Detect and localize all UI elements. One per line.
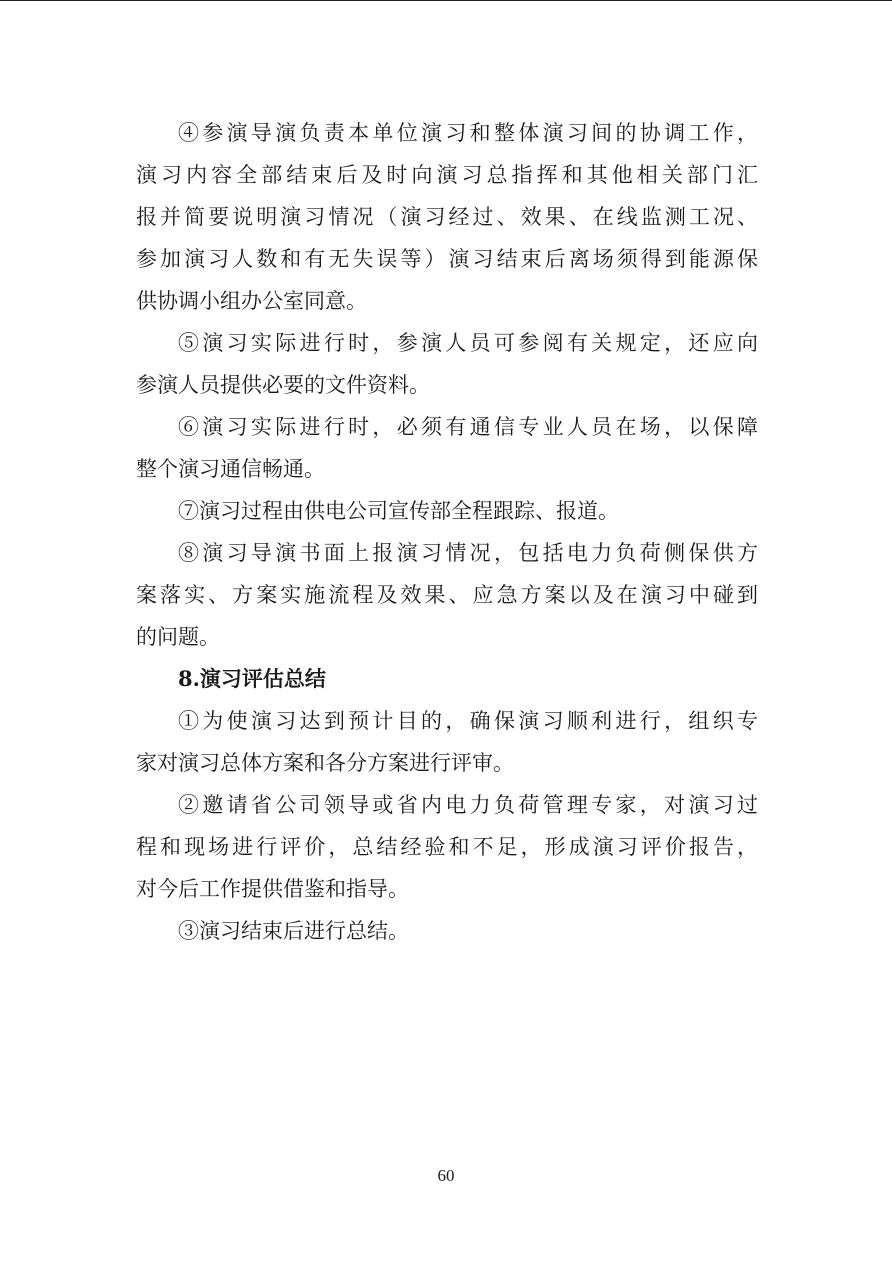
text-line: ②邀请省公司领导或省内电力负荷管理专家，对演习过 — [178, 793, 758, 817]
paragraph-item-5 — [136, 322, 758, 406]
text-line: 演习内容全部结束后及时向演习总指挥和其他相关部门汇 — [136, 163, 758, 187]
text-line: 参演人员提供必要的文件资料。 — [136, 373, 430, 397]
paragraph-item-6 — [136, 406, 758, 490]
paragraph-item-7 — [136, 490, 758, 532]
text-line: ⑤演习实际进行时，参演人员可参阅有关规定，还应向 — [178, 331, 758, 355]
paragraph-item-4 — [136, 112, 758, 322]
text-line: 案落实、方案实施流程及效果、应急方案以及在演习中碰到 — [136, 583, 758, 607]
text-line: 对今后工作提供借鉴和指导。 — [136, 877, 409, 901]
section-paragraph-1 — [136, 700, 758, 784]
text-line: 家对演习总体方案和各分方案进行评审。 — [136, 751, 514, 775]
text-line: 报并简要说明演习情况（演习经过、效果、在线监测工况、 — [136, 205, 758, 229]
text-line: 参加演习人数和有无失误等）演习结束后离场须得到能源保 — [136, 247, 758, 271]
text-line: ⑥演习实际进行时，必须有通信专业人员在场，以保障 — [178, 415, 758, 439]
section-paragraph-2 — [136, 784, 758, 910]
text-line: 整个演习通信畅通。 — [136, 457, 325, 481]
document-body — [136, 112, 758, 952]
text-line: 供协调小组办公室同意。 — [136, 289, 367, 313]
section-heading: 8.演习评估总结 — [178, 666, 326, 691]
text-line: ⑦演习过程由供电公司宣传部全程跟踪、报道。 — [178, 499, 619, 523]
text-line: 程和现场进行评价，总结经验和不足，形成演习评价报告， — [136, 835, 758, 859]
page-number: 60 — [437, 1166, 455, 1185]
text-line: 的问题。 — [136, 625, 220, 649]
text-line: ⑧演习导演书面上报演习情况，包括电力负荷侧保供方 — [178, 541, 758, 565]
text-line: ④参演导演负责本单位演习和整体演习间的协调工作， — [178, 121, 758, 145]
paragraph-item-8 — [136, 532, 758, 658]
text-line: ①为使演习达到预计目的，确保演习顺利进行，组织专 — [178, 709, 758, 733]
top-border-line — [0, 0, 892, 1]
section-paragraph-3 — [136, 910, 758, 952]
text-line: ③演习结束后进行总结。 — [178, 919, 409, 943]
